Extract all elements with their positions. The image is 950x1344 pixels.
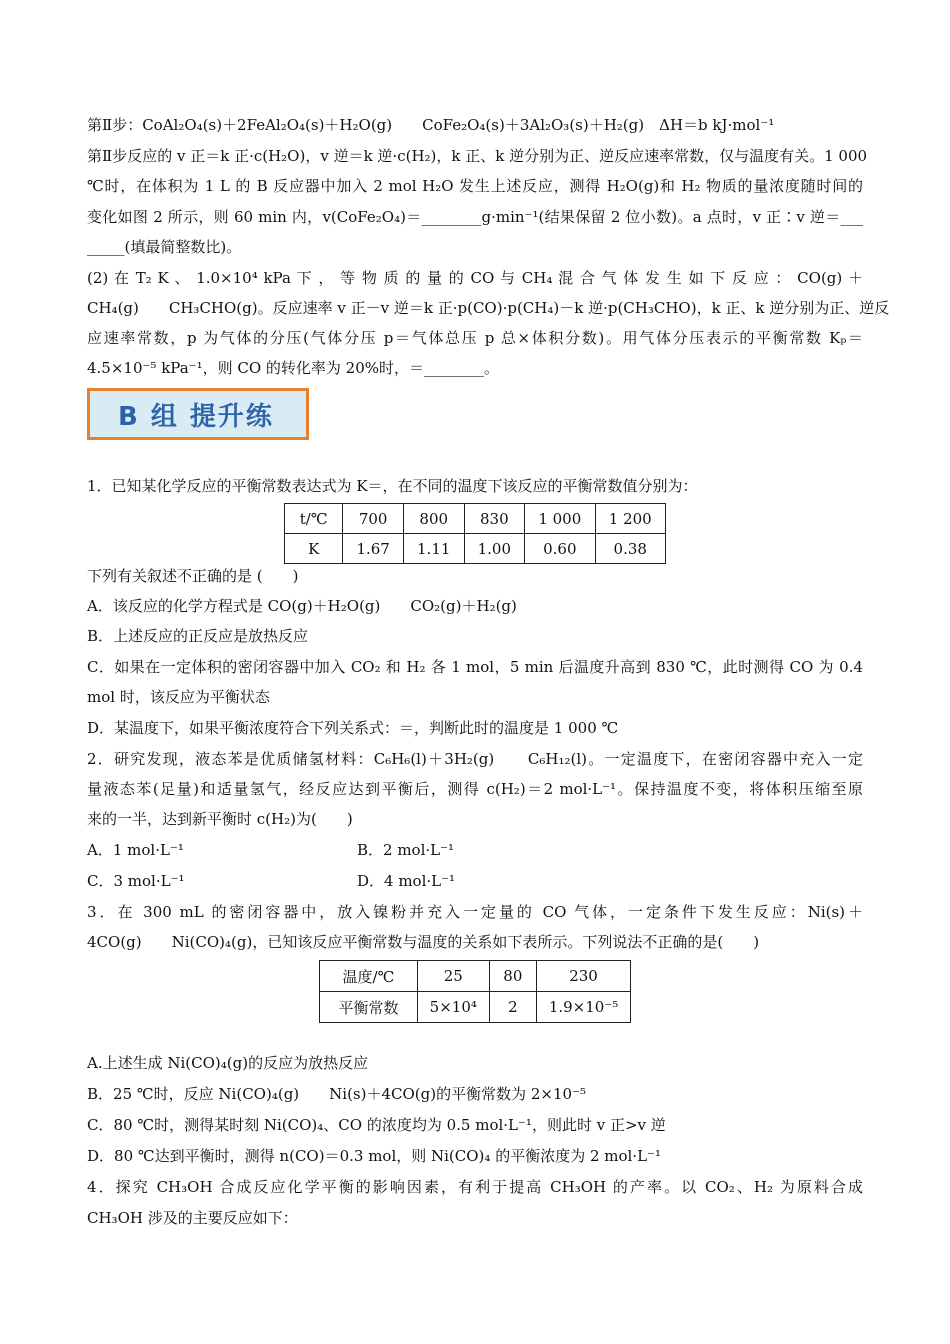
table-row	[320, 961, 631, 992]
table-cell: 800	[403, 504, 464, 534]
table-cell: 平衡常数	[320, 992, 418, 1023]
equilibrium-constant-table-1	[284, 503, 666, 564]
option-a: A．1 mol·L⁻¹	[87, 841, 184, 859]
option-a: A．该反应的化学方程式是 CO(g)＋H₂O(g) CO₂(g)＋H₂(g)	[87, 597, 517, 615]
option-a: A.上述生成 Ni(CO)₄(g)的反应为放热反应	[87, 1054, 369, 1072]
step2-equation: 第Ⅱ步：CoAl₂O₄(s)＋2FeAl₂O₄(s)＋H₂O(g) CoFe₂O₄(s)＋3Al₂O₃(s)＋H₂(g) ΔH＝b kJ·mol⁻¹	[87, 116, 775, 134]
table-row	[285, 534, 666, 564]
question-2-stem: 来的一半，达到新平衡时 c(H₂)为( )	[87, 810, 353, 828]
option-c: C．80 ℃时，测得某时刻 Ni(CO)₄、CO 的浓度均为 0.5 mol·L⁻¹，则此时 v 正>v 逆	[87, 1116, 666, 1134]
table-cell: 1 000	[525, 504, 595, 534]
table-cell: K	[285, 534, 343, 564]
table-cell: 700	[343, 504, 404, 534]
option-d: D．某温度下，如果平衡浓度符合下列关系式：＝，判断此时的温度是 1 000 ℃	[87, 719, 619, 737]
table-cell: 2	[489, 992, 536, 1023]
question-2-stem: 量液态苯(足量)和适量氢气，经反应达到平衡后，测得 c(H₂)＝2 mol·L⁻¹。保持温度不变，将体积压缩至原	[87, 780, 863, 798]
table-cell: 230	[537, 961, 631, 992]
table-cell: 1.67	[343, 534, 404, 564]
option-b: B．25 ℃时，反应 Ni(CO)₄(g) Ni(s)＋4CO(g)的平衡常数为 2×10⁻⁵	[87, 1085, 586, 1103]
question-3-stem: 4CO(g) Ni(CO)₄(g)，已知该反应平衡常数与温度的关系如下表所示。下列说法不正确的是( )	[87, 933, 760, 951]
table-row	[320, 992, 631, 1023]
option-b: B．2 mol·L⁻¹	[357, 841, 455, 859]
question-1-stem: 1．已知某化学反应的平衡常数表达式为 K＝，在不同的温度下该反应的平衡常数值分别为：	[87, 477, 698, 495]
table-cell: 80	[489, 961, 536, 992]
option-b: B．上述反应的正反应是放热反应	[87, 627, 309, 645]
paragraph-line: _____(填最简整数比)。	[87, 238, 242, 256]
table-cell: 1.9×10⁻⁵	[537, 992, 631, 1023]
paragraph-line: 应速率常数，p 为气体的分压(气体分压 p＝气体总压 p 总×体积分数)。用气体分压表示的平衡常数 Kₚ＝	[87, 329, 863, 347]
paragraph-line: CH₄(g) CH₃CHO(g)。反应速率 v 正－v 逆＝k 正·p(CO)·p(CH₄)－k 逆·p(CH₃CHO)，k 正、k 逆分别为正、逆反	[87, 299, 890, 317]
table-cell: 25	[417, 961, 489, 992]
question-4-stem: CH₃OH 涉及的主要反应如下：	[87, 1209, 298, 1227]
table-cell: 1.00	[464, 534, 525, 564]
table-cell: 0.38	[595, 534, 665, 564]
table-cell: 830	[464, 504, 525, 534]
table-cell: 5×10⁴	[417, 992, 489, 1023]
option-c: C．3 mol·L⁻¹	[87, 872, 185, 890]
paragraph-line: 4.5×10⁻⁵ kPa⁻¹，则 CO 的转化率为 20%时，＝________。	[87, 359, 500, 377]
option-d: D．80 ℃达到平衡时，测得 n(CO)＝0.3 mol，则 Ni(CO)₄ 的平衡浓度为 2 mol·L⁻¹	[87, 1147, 661, 1165]
table-cell: 0.60	[525, 534, 595, 564]
section-banner-title: B 组 提升练	[118, 401, 274, 432]
section-banner	[87, 388, 309, 440]
question-4-stem: 4．探究 CH₃OH 合成反应化学平衡的影响因素，有利于提高 CH₃OH 的产率。以 CO₂、H₂ 为原料合成	[87, 1178, 863, 1196]
paragraph-line: ℃时，在体积为 1 L 的 B 反应器中加入 2 mol H₂O 发生上述反应，测得 H₂O(g)和 H₂ 物质的量浓度随时间的	[87, 177, 863, 195]
paragraph-line: 第Ⅱ步反应的 v 正＝k 正·c(H₂O)，v 逆＝k 逆·c(H₂)，k 正、k 逆分别为正、逆反应速率常数，仅与温度有关。1 000	[87, 147, 868, 165]
paragraph-line: (2) 在 T₂ K 、 1.0×10⁴ kPa 下 ， 等 物 质 的 量 的 CO 与 CH₄ 混 合 气 体 发 生 如 下 反 应 ： CO(g) ＋	[87, 269, 863, 287]
equilibrium-constant-table-2	[319, 960, 631, 1023]
question-2-stem: 2．研究发现，液态苯是优质储氢材料：C₆H₆(l)＋3H₂(g) C₆H₁₂(l)。一定温度下，在密闭容器中充入一定	[87, 750, 863, 768]
question-3-stem: 3．在 300 mL 的密闭容器中，放入镍粉并充入一定量的 CO 气体，一定条件下发生反应：Ni(s)＋	[87, 903, 863, 921]
option-c: C．如果在一定体积的密闭容器中加入 CO₂ 和 H₂ 各 1 mol，5 min 后温度升高到 830 ℃，此时测得 CO 为 0.4	[87, 658, 863, 676]
table-cell: 1.11	[403, 534, 464, 564]
table-row	[285, 504, 666, 534]
paragraph-line: 变化如图 2 所示，则 60 min 内，v(CoFe₂O₄)＝________g·min⁻¹(结果保留 2 位小数)。a 点时，v 正∶v 逆＝___	[87, 208, 863, 226]
table-cell: t/℃	[285, 504, 343, 534]
option-c-cont: mol 时，该反应为平衡状态	[87, 688, 270, 706]
question-1-prompt: 下列有关叙述不正确的是 ( )	[87, 567, 299, 585]
table-cell: 温度/℃	[320, 961, 418, 992]
table-cell: 1 200	[595, 504, 665, 534]
option-d: D．4 mol·L⁻¹	[357, 872, 456, 890]
